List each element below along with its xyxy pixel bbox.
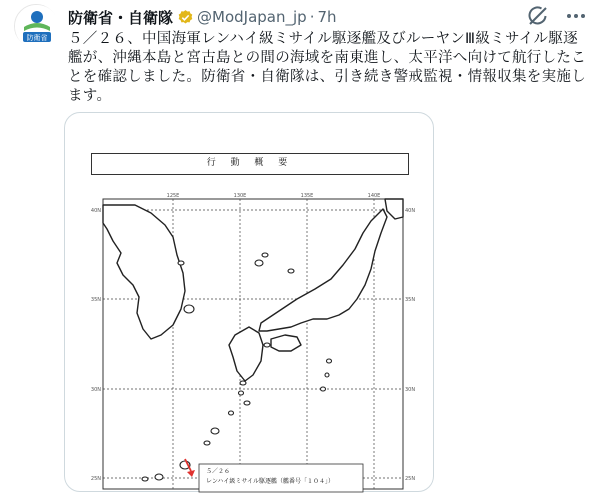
avatar[interactable]	[14, 4, 58, 48]
document-title: 行 動 概 要	[91, 153, 409, 175]
lon-label: 135E	[300, 193, 314, 199]
annotation-date: ５／２６	[206, 468, 231, 475]
lat-label: 40N	[90, 208, 101, 214]
verified-badge-icon	[177, 9, 194, 26]
separator-dot: ·	[309, 8, 315, 26]
lat-label: 25N	[405, 476, 416, 482]
handle[interactable]: @ModJapan_jp	[197, 8, 307, 26]
jsdf-logo-icon	[15, 5, 59, 49]
lon-label: 140E	[367, 193, 381, 199]
lat-label: 30N	[405, 387, 416, 393]
lon-label: 125E	[166, 193, 180, 199]
lat-label: 35N	[405, 297, 416, 303]
grok-icon[interactable]	[526, 4, 550, 28]
lat-label: 35N	[90, 297, 101, 303]
tweet-media[interactable]	[64, 112, 434, 492]
avatar-label: 防衛省	[26, 34, 48, 42]
tweet-text: ５／２６、中国海軍レンハイ級ミサイル駆逐艦及びルーヤンⅢ級ミサイル駆逐艦が、沖縄本島と宮古島との間の海域を南東進し、太平洋へ向けて航行したことを確認しました。防衛省・自衛隊は、引き続き警戒監視・情報収集を実施します。	[68, 31, 586, 104]
annotation-ship: レンハイ級ミサイル駆逐艦（艦番号「１０４」）	[206, 478, 335, 485]
display-name[interactable]: 防衛省・自衛隊	[68, 8, 174, 27]
timestamp[interactable]: 7h	[317, 8, 337, 26]
lat-label: 40N	[405, 208, 416, 214]
annotation-box	[199, 464, 363, 492]
lon-label: 130E	[233, 193, 247, 199]
tweet-header	[68, 6, 586, 28]
lat-label: 25N	[90, 476, 101, 482]
lat-label: 30N	[90, 387, 101, 393]
more-icon[interactable]	[564, 6, 588, 26]
